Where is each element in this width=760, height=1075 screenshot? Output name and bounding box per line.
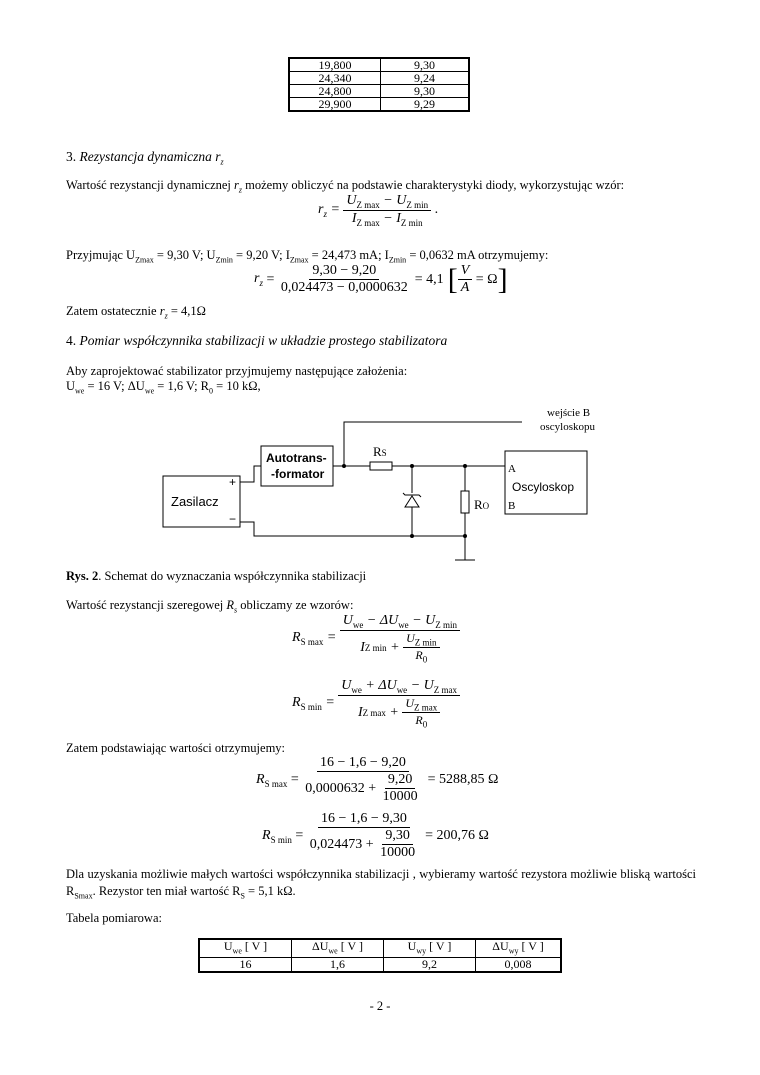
note-line-1: wejście B	[547, 407, 591, 419]
node	[410, 464, 414, 468]
section-title: Rezystancja dynamiczna r	[79, 149, 221, 164]
oscyloskop-label: Oscyloskop	[512, 480, 575, 494]
wire	[240, 522, 465, 536]
table-cell: 9,2	[384, 958, 476, 973]
table-label: Tabela pomiarowa:	[66, 911, 162, 925]
denominator: 0,024473 − 0,0000632	[280, 280, 408, 295]
wire-input-b	[344, 422, 522, 466]
resistor-rs	[370, 462, 392, 470]
section-3-heading	[66, 149, 224, 167]
ro-label: RO	[474, 497, 490, 512]
numerator: 16 − 1,6 − 9,30	[318, 811, 410, 828]
section-number: 4.	[66, 333, 77, 348]
choice-paragraph	[66, 866, 696, 905]
formula-rz: $r_z$ = $\frac{U_{Z max} - U_{Z min}}{I_{Z max} - I_{Z min}}$ .	[318, 193, 439, 228]
sub-numerator: 9,20	[385, 772, 416, 789]
table-cell: 0,008	[476, 958, 562, 973]
text: r	[234, 178, 239, 192]
measurement-table	[198, 938, 562, 973]
text: Wartość rezystancji szeregowej	[66, 598, 227, 612]
circuit-diagram	[0, 400, 760, 570]
zasilacz-label: Zasilacz	[171, 494, 219, 509]
table-cell: 24,800	[289, 85, 381, 98]
section-number: 3.	[66, 149, 77, 164]
result: = 5288,85 Ω	[427, 772, 499, 787]
table-row	[289, 58, 469, 72]
text: Zmin	[215, 255, 233, 265]
text: = 24,473 mA; I	[308, 248, 389, 262]
formula-rz-numeric: $r_z$ = $\frac{9,30 - 9,20}{0,024473 - 0,0000632}$ = 4,1 [ $\frac{V}{A}$ = Ω ]	[254, 262, 508, 296]
text: Zmax	[289, 255, 309, 265]
resistor-r0	[461, 491, 469, 513]
table-row	[289, 72, 469, 85]
sub-numerator: 9,30	[382, 828, 413, 845]
table-cell: 29,900	[289, 98, 381, 112]
section-4-heading	[66, 333, 447, 349]
table-cell: 16	[199, 958, 292, 973]
result: = 200,76 Ω	[425, 828, 489, 843]
node	[342, 464, 346, 468]
text: 0	[209, 386, 214, 396]
table-cell: 19,800	[289, 58, 381, 72]
substitution-paragraph: Zatem podstawiając wartości otrzymujemy:	[66, 741, 286, 755]
header-cell: $U_{wy}$ [ V ]	[384, 939, 476, 958]
plus-label: +	[229, 475, 237, 489]
denominator-part: 0,0000632 +	[305, 780, 377, 796]
text: = 1,6 V; R	[154, 379, 210, 393]
figure-caption	[66, 569, 366, 584]
node	[463, 534, 467, 538]
numerator: 9,30 − 9,20	[309, 263, 379, 280]
text: Zmax	[135, 255, 154, 265]
text: = 16 V; ΔU	[84, 379, 145, 393]
formula-rs-max: $R_{S max}$ = $U_{we} - \Delta U_{we} - U_{Z min}$ I Z min + $\frac{U_{Z min}}{R_0}$	[292, 613, 460, 665]
node	[463, 464, 467, 468]
numerator: 16 − 1,6 − 9,20	[317, 755, 409, 772]
sub-denominator: 10000	[380, 845, 416, 860]
header-cell: $\Delta U_{we}$ [ V ]	[292, 939, 384, 958]
text: Zatem ostatecznie	[66, 304, 160, 318]
text: we	[144, 386, 155, 396]
text: R	[226, 598, 235, 612]
table-cell: 1,6	[292, 958, 384, 973]
text: Dla uzyskania możliwie małych wartości współczynnika stabilizacji , wybieramy wartość rezystora możliwie bliską wartości R	[66, 867, 696, 898]
section-title-sub: z	[220, 157, 224, 167]
header-cell: $U_{we}$ [ V ]	[199, 939, 292, 958]
text: z	[238, 185, 243, 195]
text: = 10 kΩ,	[213, 379, 261, 393]
table-header-row	[199, 939, 561, 958]
page-number: - 2 -	[369, 999, 391, 1013]
formula-rs-min-numeric: $R_{S min}$ = 16 − 1,6 − 9,30 0,024473 + $\frac{9,30}{10000}$ = 200,76 Ω	[262, 811, 489, 860]
table-row	[199, 958, 561, 973]
result: = 4,1	[414, 271, 444, 287]
text: obliczamy ze wzorów:	[237, 598, 354, 612]
text: r	[159, 304, 165, 318]
section-4-assumptions	[66, 379, 261, 396]
text: s	[234, 605, 238, 615]
text: Smax	[74, 891, 93, 901]
text: we	[75, 386, 85, 396]
text: z	[164, 311, 168, 321]
text: Zmin	[388, 255, 407, 265]
rs-label: RS	[373, 444, 387, 459]
table-cell: 9,24	[381, 72, 470, 85]
top-data-table	[288, 57, 470, 112]
minus-label: −	[229, 512, 237, 526]
text: Wartość rezystancji dynamicznej	[66, 178, 235, 192]
text: = 5,1 kΩ.	[244, 884, 296, 898]
text: = 0,0632 mA otrzymujemy:	[406, 248, 549, 262]
section-3-conclusion	[66, 304, 206, 321]
text: Przyjmując U	[66, 248, 136, 262]
zener-diode	[405, 496, 419, 507]
caption-label: Rys. 2	[66, 569, 99, 583]
text: możemy obliczyć na podstawie charakterystyki diody, wykorzystując wzór:	[242, 178, 625, 192]
text: = 9,30 V; U	[153, 248, 216, 262]
formula-rs-min: $R_{S min}$ = $U_{we} + \Delta U_{we} - U_{Z max}$ I Z max + $\frac{U_{Z max}}{R_0}$	[292, 678, 460, 730]
text: S	[240, 891, 245, 901]
autotransformator-label-1: Autotrans-	[266, 451, 327, 465]
table-cell: 9,29	[381, 98, 470, 112]
sub-denominator: 10000	[382, 789, 418, 804]
table-cell: 24,340	[289, 72, 381, 85]
input-b-label: B	[508, 500, 516, 512]
wire	[240, 466, 261, 482]
section-4-paragraph: Aby zaprojektować stabilizator przyjmujemy następujące założenia:	[66, 364, 408, 378]
node	[410, 534, 414, 538]
note-line-2: oscyloskopu	[540, 421, 595, 433]
caption-text: . Schemat do wyznaczania współczynnika stabilizacji	[98, 569, 367, 583]
table-cell: 9,30	[381, 58, 470, 72]
table-cell: 9,30	[381, 85, 470, 98]
table-row	[289, 98, 469, 112]
text: = 9,20 V; I	[232, 248, 290, 262]
header-cell: $\Delta U_{wy}$ [ V ]	[476, 939, 562, 958]
denominator-part: 0,024473 +	[309, 836, 374, 852]
text: . Rezystor ten miał wartość R	[92, 884, 241, 898]
formula-rs-max-numeric: $R_{S max}$ = 16 − 1,6 − 9,20 0,0000632 + $\frac{9,20}{10000}$ = 5288,85 Ω	[256, 755, 499, 804]
text: = 4,1Ω	[167, 304, 206, 318]
text: U	[66, 379, 76, 393]
table-row	[289, 85, 469, 98]
section-title: Pomiar współczynnika stabilizacji w układzie prostego stabilizatora	[79, 333, 448, 348]
autotransformator-label-2: -formator	[271, 467, 325, 481]
input-a-label: A	[508, 463, 516, 475]
